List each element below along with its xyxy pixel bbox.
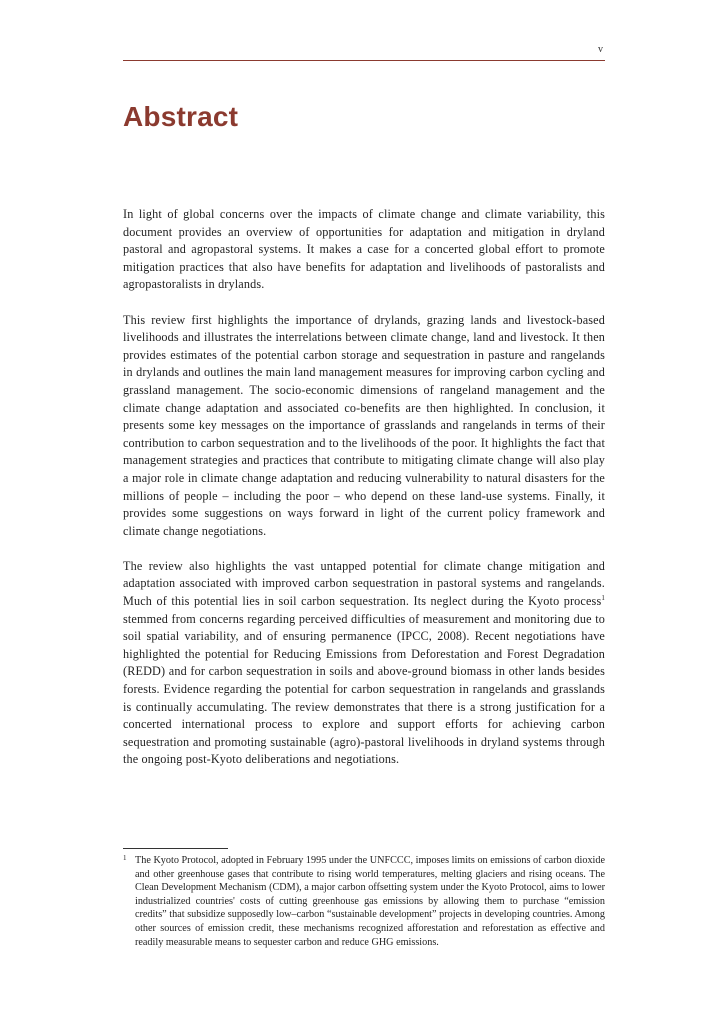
abstract-body	[123, 206, 605, 787]
paragraph-2: This review first highlights the importance of drylands, grazing lands and livestock-based livelihoods and illustrates the interrelations between climate change, land and livestock. It then provides estimates of the potential carbon storage and sequestration in pasture and rangelands in drylands and outlines the main land management measures for improving carbon cycling and grassland management. The socio-economic dimensions of rangeland management and the climate change adaptation and associated co-benefits are then highlighted. In conclusion, it presents some key messages on the importance of grasslands and rangelands in terms of their contribution to carbon sequestration and to the livelihoods of the poor. It highlights the fact that management strategies and practices that contribute to mitigating climate change will also play a major role in climate change adaptation and reducing vulnerability to natural disasters for the millions of people – including the poor – who depend on these land-use systems. Finally, it provides some suggestions on ways forward in light of the current policy framework and climate change negotiations.	[123, 312, 605, 538]
footnote	[123, 854, 605, 949]
paragraph-3	[123, 558, 605, 769]
page-number: v	[598, 44, 603, 55]
footnote-rule	[123, 848, 228, 849]
paragraph-3-text-a: The review also highlights the vast untapped potential for climate change mitigation and adaptation associated with improved carbon sequestration in pastoral systems and rangelands. Much of this potential lies in soil carbon sequestration. Its neglect during the Kyoto process	[123, 558, 605, 609]
footnote-text: The Kyoto Protocol, adopted in February 1995 under the UNFCCC, imposes limits on emissions of carbon dioxide and other greenhouse gases that contribute to rising world temperatures, melting glaciers and rising oceans. The Clean Development Mechanism (CDM), a major carbon offsetting system under the Kyoto Protocol, aims to lower industrialized countries' costs of cutting greenhouse gas emissions by allowing them to purchase “emission credits” that subsidize supposedly low–carbon “sustainable development” projects in developing countries. Among other sources of emission credit, these mechanisms recognized afforestation and reforestation as effective and readily measurable means to sequester carbon and reduce GHG emissions.	[135, 855, 605, 948]
footnote-reference[interactable]: 1	[601, 594, 605, 602]
page-title: Abstract	[123, 101, 239, 132]
paragraph-3-text-b: stemmed from concerns regarding perceived difficulties of measurement and monitoring due to soil spatial variability, and of ensuring permanence (IPCC, 2008). Recent negotiations have highlighted the potential for Reducing Emissions from Deforestation and Forest Degradation (REDD) and for carbon sequestration in soils and above-ground biomass in other lands besides forests. Evidence regarding the potential for carbon sequestration in rangelands and grasslands is continually accumulating. The review demonstrates that there is a strong justification for a concerted international process to explore and support efforts for achieving carbon sequestration and promoting sustainable (agro)-pastoral livelihoods in dryland systems through the ongoing post-Kyoto deliberations and negotiations.	[123, 611, 605, 767]
footnote-mark: 1	[123, 854, 127, 862]
header-rule	[123, 60, 605, 61]
paragraph-1: In light of global concerns over the impacts of climate change and climate variability, this document provides an overview of opportunities for adaptation and mitigation in dryland pastoral and agropastoral systems. It makes a case for a concerted global effort to promote mitigation practices that also have benefits for adaptation and livelihoods of pastoralists and agropastoralists in drylands.	[123, 207, 605, 292]
